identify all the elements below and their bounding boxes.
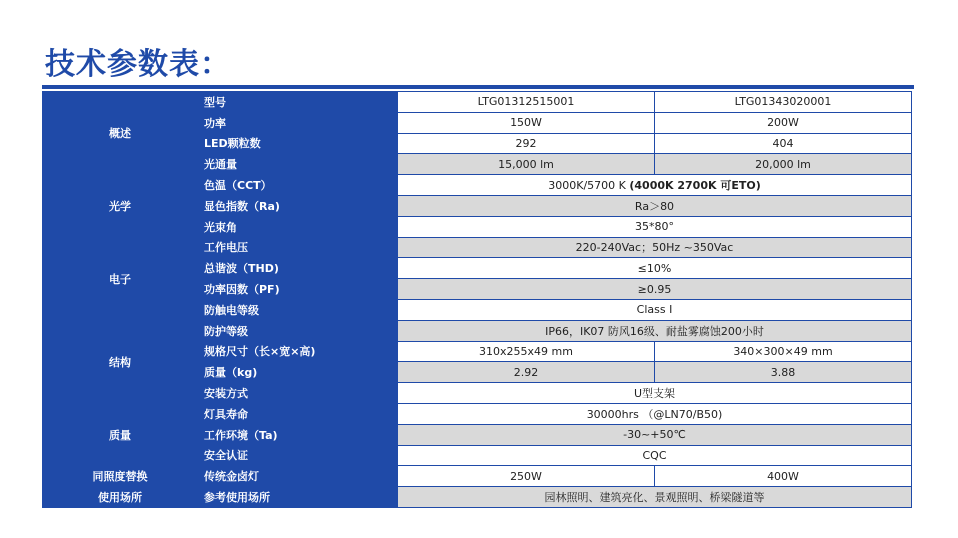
value-cell: 20,000 lm bbox=[655, 154, 912, 175]
param-cell: 参考使用场所 bbox=[198, 487, 398, 508]
table-row bbox=[43, 92, 912, 113]
value-cell bbox=[398, 175, 912, 196]
category-cell: 同照度替换 bbox=[43, 466, 198, 487]
param-cell: 安装方式 bbox=[198, 383, 398, 404]
spec-table-body bbox=[43, 92, 912, 508]
param-cell: 色温（CCT） bbox=[198, 175, 398, 196]
table-row bbox=[43, 237, 912, 258]
value-cell: 400W bbox=[655, 466, 912, 487]
value-cell: 404 bbox=[655, 133, 912, 154]
value-cell: 250W bbox=[398, 466, 655, 487]
value-cell: 3.88 bbox=[655, 362, 912, 383]
param-cell: 工作电压 bbox=[198, 237, 398, 258]
value-text: 3000K/5700 K bbox=[548, 179, 630, 193]
table-row bbox=[43, 466, 912, 487]
table-row bbox=[43, 320, 912, 341]
spec-table bbox=[42, 91, 912, 508]
param-cell: 显色指数（Ra) bbox=[198, 195, 398, 216]
title-underline bbox=[42, 85, 914, 89]
category-cell: 结构 bbox=[43, 320, 198, 403]
param-cell: 灯具寿命 bbox=[198, 403, 398, 424]
value-cell: 200W bbox=[655, 112, 912, 133]
param-cell: 功率 bbox=[198, 112, 398, 133]
value-cell: 220-240Vac；50Hz ~350Vac bbox=[398, 237, 912, 258]
category-cell: 使用场所 bbox=[43, 487, 198, 508]
value-cell: 2.92 bbox=[398, 362, 655, 383]
param-cell: 功率因数（PF) bbox=[198, 279, 398, 300]
param-cell: 工作环境（Ta) bbox=[198, 424, 398, 445]
param-cell: LED颗粒数 bbox=[198, 133, 398, 154]
value-cell: ≥0.95 bbox=[398, 279, 912, 300]
category-cell: 质量 bbox=[43, 403, 198, 465]
page-title: 技术参数表： bbox=[45, 47, 231, 82]
table-row bbox=[43, 403, 912, 424]
param-cell: 光束角 bbox=[198, 216, 398, 237]
param-cell: 总谐波（THD) bbox=[198, 258, 398, 279]
category-cell: 概述 bbox=[43, 92, 198, 175]
value-note: (4000K 2700K 可ETO) bbox=[629, 179, 761, 193]
value-cell: 150W bbox=[398, 112, 655, 133]
param-cell: 规格尺寸（长×宽×高) bbox=[198, 341, 398, 362]
category-cell: 光学 bbox=[43, 175, 198, 237]
value-cell: LTG01343020001 bbox=[655, 92, 912, 113]
value-cell: 15,000 lm bbox=[398, 154, 655, 175]
value-cell: 园林照明、建筑亮化、景观照明、桥梁隧道等 bbox=[398, 487, 912, 508]
value-cell: IP66，IK07 防风16级、耐盐雾腐蚀200小时 bbox=[398, 320, 912, 341]
value-cell: CQC bbox=[398, 445, 912, 466]
param-cell: 光通量 bbox=[198, 154, 398, 175]
param-cell: 质量（kg) bbox=[198, 362, 398, 383]
value-cell: 292 bbox=[398, 133, 655, 154]
value-cell: 35*80° bbox=[398, 216, 912, 237]
value-cell: Ra＞80 bbox=[398, 195, 912, 216]
param-cell: 安全认证 bbox=[198, 445, 398, 466]
value-cell: ≤10% bbox=[398, 258, 912, 279]
value-cell: Class I bbox=[398, 299, 912, 320]
param-cell: 防触电等级 bbox=[198, 299, 398, 320]
value-cell: -30~+50℃ bbox=[398, 424, 912, 445]
param-cell: 防护等级 bbox=[198, 320, 398, 341]
value-cell: U型支架 bbox=[398, 383, 912, 404]
table-row bbox=[43, 487, 912, 508]
table-row bbox=[43, 175, 912, 196]
param-cell: 型号 bbox=[198, 92, 398, 113]
value-cell: 340×300×49 mm bbox=[655, 341, 912, 362]
value-cell: 30000hrs （@LN70/B50) bbox=[398, 403, 912, 424]
value-cell: 310x255x49 mm bbox=[398, 341, 655, 362]
value-cell: LTG01312515001 bbox=[398, 92, 655, 113]
param-cell: 传统金卤灯 bbox=[198, 466, 398, 487]
category-cell: 电子 bbox=[43, 237, 198, 320]
